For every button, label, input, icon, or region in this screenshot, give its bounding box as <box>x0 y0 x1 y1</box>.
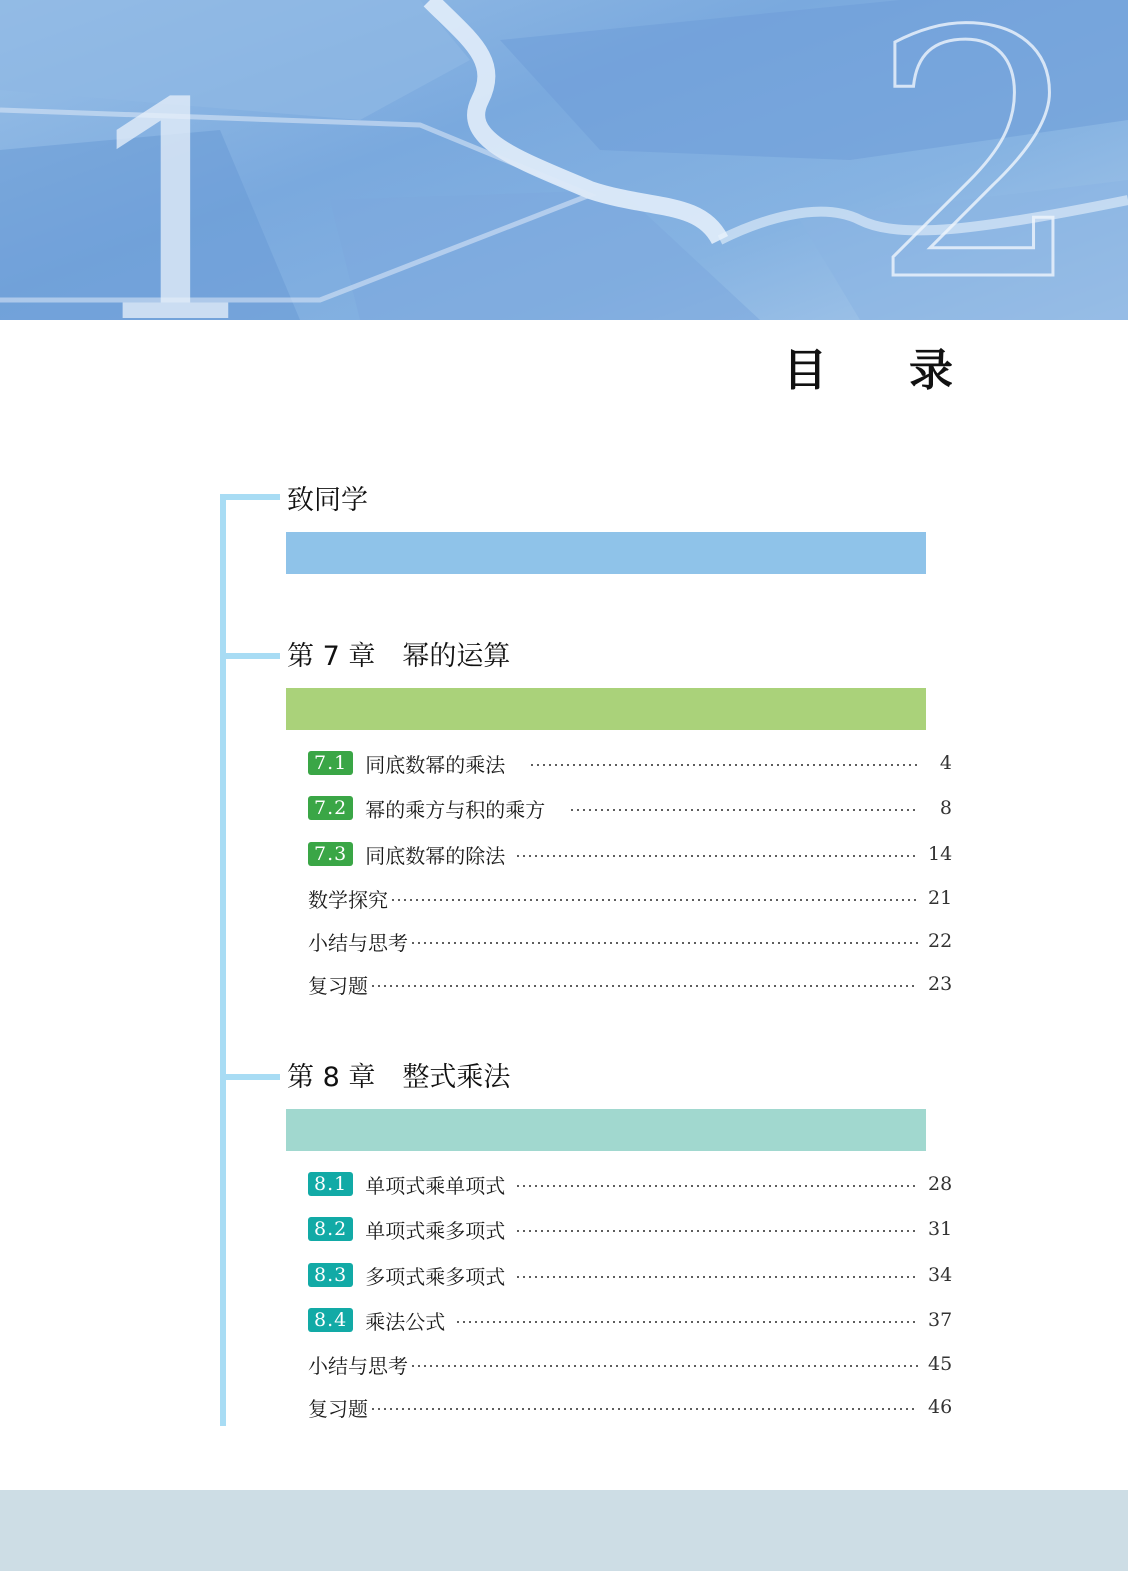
dot-leader <box>410 1365 918 1367</box>
toc-entry-ch8-review[interactable] <box>308 1392 952 1422</box>
toc-entry-label: 同底数幂的乘法 <box>365 752 506 777</box>
toc-entry-8-3[interactable] <box>308 1260 952 1290</box>
section-heading-intro[interactable]: 致同学 <box>287 485 368 516</box>
toc-page-number: 34 <box>928 1264 953 1286</box>
section-number-badge: 8.1 <box>308 1172 353 1196</box>
toc-page-number: 14 <box>928 843 953 865</box>
toc-entry-label: 小结与思考 <box>308 1353 408 1378</box>
dot-leader <box>515 855 918 857</box>
toc-page-number: 31 <box>928 1218 953 1240</box>
toc-page-number: 37 <box>928 1309 953 1331</box>
section-number-badge: 8.3 <box>308 1263 353 1287</box>
toc-entry-label: 数学探究 <box>308 887 388 912</box>
dot-leader <box>410 942 918 944</box>
toc-entry-7-2[interactable] <box>308 793 952 823</box>
section-band-ch7 <box>286 688 926 730</box>
toc-page-number: 8 <box>939 797 952 819</box>
dot-leader <box>370 1408 918 1410</box>
section-number-badge: 7.1 <box>308 751 353 775</box>
toc-page-number: 23 <box>928 973 953 995</box>
toc-branch-ch7 <box>220 653 280 659</box>
toc-entry-label: 单项式乘单项式 <box>365 1173 506 1198</box>
toc-branch-intro <box>220 494 280 500</box>
toc-entry-7-1[interactable] <box>308 748 952 778</box>
dot-leader <box>529 764 918 766</box>
footer-strip <box>0 1490 1128 1571</box>
toc-entry-label: 幂的乘方与积的乘方 <box>365 797 546 822</box>
toc-entry-8-2[interactable] <box>308 1214 952 1244</box>
dot-leader <box>515 1185 918 1187</box>
toc-entry-ch7-summary[interactable] <box>308 926 952 956</box>
toc-entry-label: 复习题 <box>308 1396 368 1421</box>
page-title-left-char: 目 <box>783 345 827 396</box>
toc-entry-label: 同底数幂的除法 <box>365 843 506 868</box>
section-number-badge: 8.2 <box>308 1217 353 1241</box>
section-number-badge: 7.2 <box>308 796 353 820</box>
toc-page-number: 46 <box>928 1396 953 1418</box>
dot-leader <box>515 1276 918 1278</box>
toc-entry-8-1[interactable] <box>308 1169 952 1199</box>
section-band-ch8 <box>286 1109 926 1151</box>
toc-entry-ch7-explore[interactable] <box>308 883 952 913</box>
toc-page-number: 21 <box>928 887 953 909</box>
section-heading-ch8[interactable]: 第 8 章 整式乘法 <box>287 1062 511 1093</box>
banner-digit-one: 1 <box>80 40 271 320</box>
dot-leader <box>569 809 918 811</box>
section-number-badge: 7.3 <box>308 842 353 866</box>
toc-branch-ch8 <box>220 1074 280 1080</box>
toc-page-number: 28 <box>928 1173 953 1195</box>
banner-field-art <box>0 0 1128 320</box>
toc-entry-label: 单项式乘多项式 <box>365 1218 506 1243</box>
dot-leader <box>455 1321 918 1323</box>
toc-page-number: 22 <box>928 930 953 952</box>
section-number-badge: 8.4 <box>308 1308 353 1332</box>
section-heading-ch7[interactable]: 第 7 章 幂的运算 <box>287 641 511 672</box>
dot-leader <box>370 985 918 987</box>
toc-entry-ch8-summary[interactable] <box>308 1349 952 1379</box>
toc-entry-label: 小结与思考 <box>308 930 408 955</box>
dot-leader <box>515 1230 918 1232</box>
toc-entry-7-3[interactable] <box>308 839 952 869</box>
page-title <box>783 334 953 398</box>
section-band-intro <box>286 532 926 574</box>
toc-entry-label: 复习题 <box>308 973 368 998</box>
page-title-right-char: 录 <box>909 345 953 396</box>
toc-entry-label: 乘法公式 <box>365 1309 446 1334</box>
toc-entry-label: 多项式乘多项式 <box>365 1264 506 1289</box>
toc-entry-ch7-review[interactable] <box>308 969 952 999</box>
toc-page-number: 45 <box>928 1353 953 1375</box>
header-banner-illustration <box>0 0 1128 320</box>
banner-digit-two: 2 <box>870 0 1087 320</box>
toc-timeline-spine <box>220 494 226 1426</box>
toc-entry-8-4[interactable] <box>308 1305 952 1335</box>
dot-leader <box>390 899 918 901</box>
toc-page-number: 4 <box>939 752 952 774</box>
